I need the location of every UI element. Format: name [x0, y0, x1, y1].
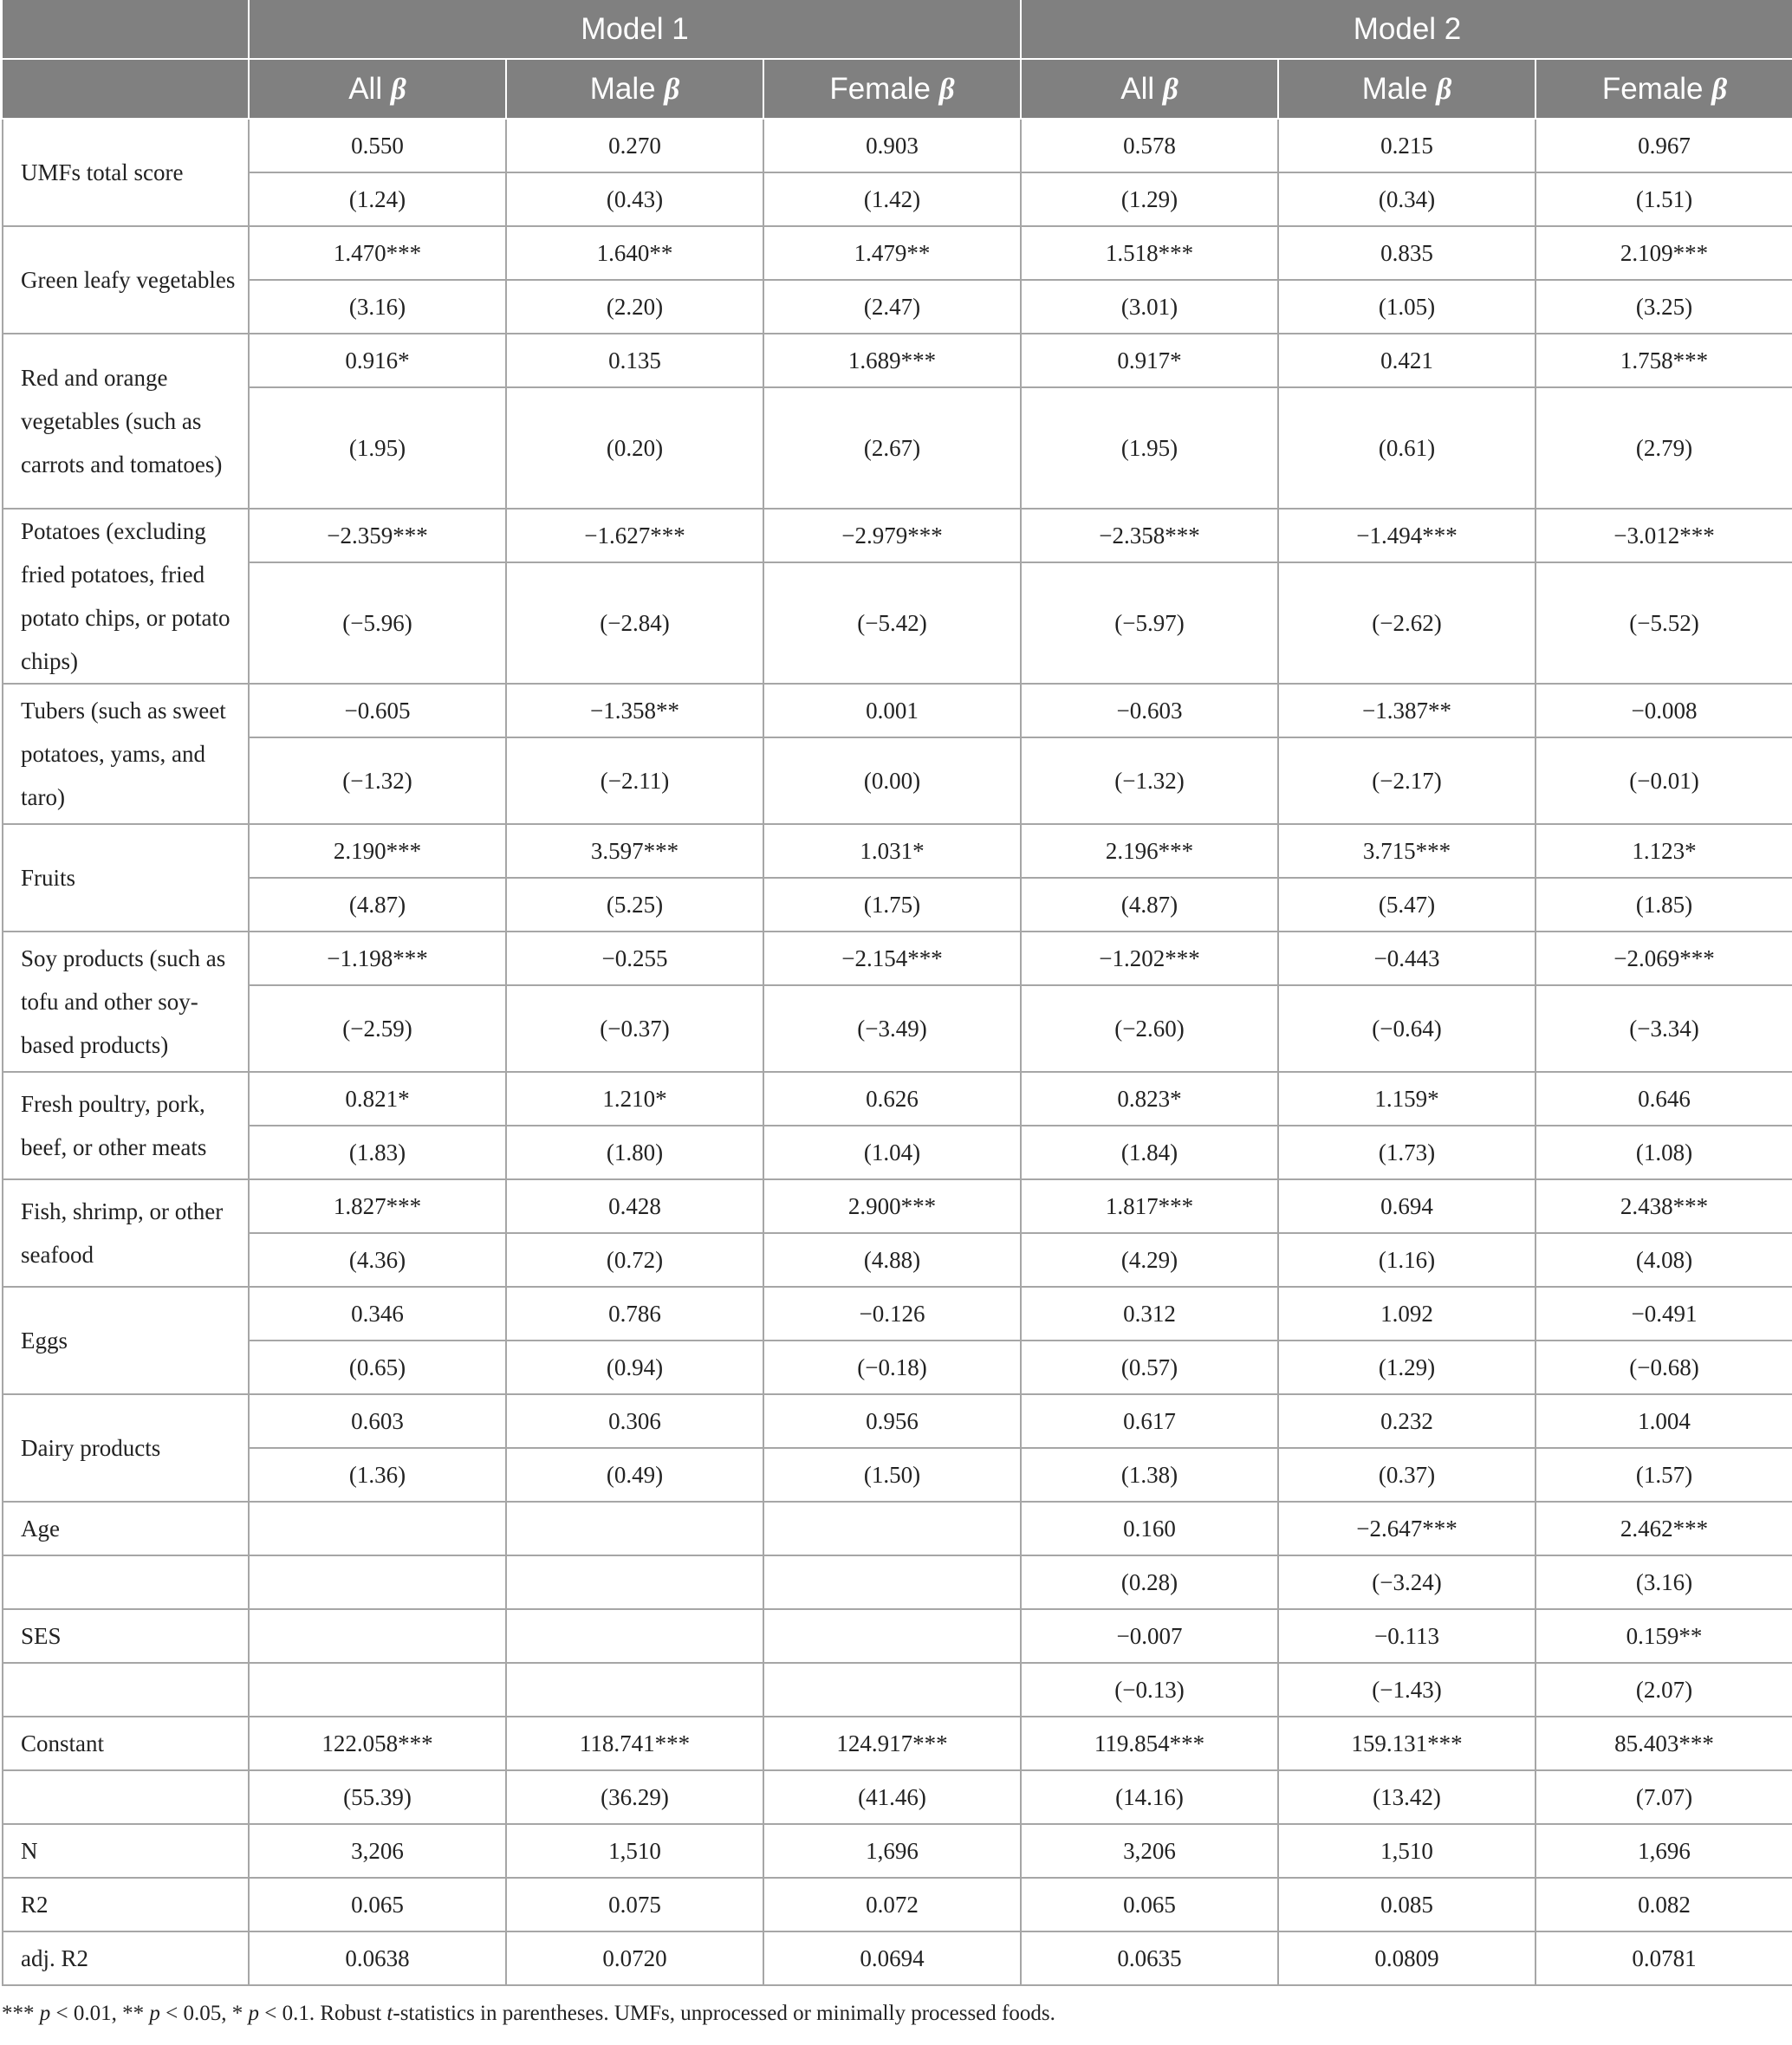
row-label-fish-shrimp-or-other-seafood: Fish, shrimp, or other seafood	[3, 1179, 249, 1287]
estimate-cell	[506, 1502, 763, 1555]
row-label-fresh-poultry-pork-beef-or-oth: Fresh poultry, pork, beef, or other meats	[3, 1072, 249, 1179]
footnote-sig2: **	[122, 2002, 145, 2025]
estimate-cell: −0.008	[1536, 684, 1792, 737]
tstat-cell: (−0.64)	[1278, 985, 1536, 1072]
estimate-cell: 0.428	[506, 1179, 763, 1233]
stat-cell: 0.082	[1536, 1878, 1792, 1931]
subgroup-label: All	[1120, 71, 1155, 106]
footnote-p3: p	[248, 2002, 259, 2025]
footnote-rest: -statistics in parentheses. UMFs, unprocessed or minimally processed foods.	[393, 2002, 1055, 2025]
table-row-tstat	[3, 1448, 1792, 1502]
subgroup-label: Male	[1361, 71, 1428, 106]
tstat-cell: (−2.62)	[1278, 562, 1536, 684]
estimate-cell: −2.069***	[1536, 932, 1792, 985]
beta-symbol: β	[938, 71, 955, 106]
estimate-cell: 1.689***	[763, 334, 1021, 387]
beta-symbol: β	[1436, 71, 1452, 106]
table-row	[3, 119, 1792, 172]
tstat-cell: (4.08)	[1536, 1233, 1792, 1287]
row-label-empty	[3, 1555, 249, 1609]
table-row-tstat	[3, 172, 1792, 226]
subgroup-label: Female	[1601, 71, 1704, 106]
table-row-tstat	[3, 387, 1792, 509]
tstat-cell: (2.20)	[506, 280, 763, 334]
regression-table	[2, 0, 1792, 1986]
estimate-cell	[249, 1609, 506, 1663]
estimate-cell: −2.358***	[1021, 509, 1278, 562]
estimate-cell: 0.903	[763, 119, 1021, 172]
tstat-cell: (1.29)	[1278, 1341, 1536, 1394]
tstat-cell: (−3.34)	[1536, 985, 1792, 1072]
estimate-cell: 1.123*	[1536, 824, 1792, 878]
stat-cell: 3,206	[1021, 1824, 1278, 1878]
estimate-cell: 124.917***	[763, 1717, 1021, 1770]
tstat-cell: (−3.49)	[763, 985, 1021, 1072]
tstat-cell: (2.79)	[1536, 387, 1792, 509]
table-row-tstat	[3, 280, 1792, 334]
estimate-cell: 0.821*	[249, 1072, 506, 1126]
tstat-cell: (1.83)	[249, 1126, 506, 1179]
table-row-tstat	[3, 1126, 1792, 1179]
estimate-cell: −0.126	[763, 1287, 1021, 1341]
tstat-cell: (14.16)	[1021, 1770, 1278, 1824]
table-row-tstat	[3, 737, 1792, 824]
subgroup-header-m1-male	[506, 59, 763, 119]
estimate-cell: 1.758***	[1536, 334, 1792, 387]
estimate-cell: 0.578	[1021, 119, 1278, 172]
row-label-constant: Constant	[3, 1717, 249, 1770]
tstat-cell: (0.49)	[506, 1448, 763, 1502]
tstat-cell: (−2.17)	[1278, 737, 1536, 824]
estimate-cell: −1.202***	[1021, 932, 1278, 985]
stats-row	[3, 1931, 1792, 1985]
stat-cell: 0.065	[249, 1878, 506, 1931]
estimate-cell: −1.627***	[506, 509, 763, 562]
estimate-cell: 2.462***	[1536, 1502, 1792, 1555]
subgroup-header-row	[3, 59, 1792, 119]
tstat-cell	[506, 1663, 763, 1717]
tstat-cell: (0.20)	[506, 387, 763, 509]
tstat-cell: (−1.32)	[1021, 737, 1278, 824]
estimate-cell: 3.597***	[506, 824, 763, 878]
tstat-cell: (1.04)	[763, 1126, 1021, 1179]
tstat-cell: (−3.24)	[1278, 1555, 1536, 1609]
stat-cell: 0.0809	[1278, 1931, 1536, 1985]
tstat-cell	[249, 1663, 506, 1717]
tstat-cell: (1.75)	[763, 878, 1021, 932]
stat-label: R2	[3, 1878, 249, 1931]
footnote-cut1: < 0.01,	[50, 2002, 123, 2025]
estimate-cell: −2.154***	[763, 932, 1021, 985]
estimate-cell: 0.916*	[249, 334, 506, 387]
stat-cell: 0.085	[1278, 1878, 1536, 1931]
tstat-cell: (36.29)	[506, 1770, 763, 1824]
tstat-cell	[249, 1555, 506, 1609]
tstat-cell: (1.38)	[1021, 1448, 1278, 1502]
subgroup-header-m2-male	[1278, 59, 1536, 119]
beta-symbol: β	[1711, 71, 1728, 106]
subgroup-label: Male	[589, 71, 656, 106]
tstat-cell: (2.47)	[763, 280, 1021, 334]
table-row-tstat	[3, 1663, 1792, 1717]
estimate-cell: −0.007	[1021, 1609, 1278, 1663]
model-1-header: Model 1	[249, 0, 1021, 59]
estimate-cell: 1.092	[1278, 1287, 1536, 1341]
tstat-cell: (−0.18)	[763, 1341, 1021, 1394]
subgroup-label: All	[348, 71, 383, 106]
tstat-cell: (0.72)	[506, 1233, 763, 1287]
tstat-cell: (0.37)	[1278, 1448, 1536, 1502]
row-label-red-and-orange-vegetables-such: Red and orange vegetables (such as carrots and tomatoes)	[3, 334, 249, 509]
estimate-cell: 122.058***	[249, 1717, 506, 1770]
tstat-cell: (0.94)	[506, 1341, 763, 1394]
estimate-cell: −2.979***	[763, 509, 1021, 562]
footnote-cut2: < 0.05,	[159, 2002, 232, 2025]
tstat-cell: (0.61)	[1278, 387, 1536, 509]
tstat-cell: (0.34)	[1278, 172, 1536, 226]
tstat-cell: (1.16)	[1278, 1233, 1536, 1287]
tstat-cell: (4.87)	[1021, 878, 1278, 932]
row-label-dairy-products: Dairy products	[3, 1394, 249, 1502]
tstat-cell: (1.95)	[1021, 387, 1278, 509]
estimate-cell: −1.198***	[249, 932, 506, 985]
tstat-cell: (−5.96)	[249, 562, 506, 684]
tstat-cell: (3.16)	[1536, 1555, 1792, 1609]
tstat-cell: (1.95)	[249, 387, 506, 509]
estimate-cell: 0.967	[1536, 119, 1792, 172]
estimate-cell: 0.160	[1021, 1502, 1278, 1555]
stat-cell: 1,510	[1278, 1824, 1536, 1878]
subgroup-header-m2-female	[1536, 59, 1792, 119]
estimate-cell: 159.131***	[1278, 1717, 1536, 1770]
table-row	[3, 1502, 1792, 1555]
estimate-cell: 1.518***	[1021, 226, 1278, 280]
row-label-potatoes-excluding-fried-potat: Potatoes (excluding fried potatoes, fried potato chips, or potato chips)	[3, 509, 249, 684]
estimate-cell: −0.605	[249, 684, 506, 737]
row-label-age: Age	[3, 1502, 249, 1555]
estimate-cell: −1.387**	[1278, 684, 1536, 737]
tstat-cell: (−2.60)	[1021, 985, 1278, 1072]
row-label-tubers-such-as-sweet-potatoes-: Tubers (such as sweet potatoes, yams, and taro)	[3, 684, 249, 824]
tstat-cell: (1.73)	[1278, 1126, 1536, 1179]
estimate-cell: 118.741***	[506, 1717, 763, 1770]
estimate-cell: 2.900***	[763, 1179, 1021, 1233]
tstat-cell: (1.84)	[1021, 1126, 1278, 1179]
table-row-tstat	[3, 1233, 1792, 1287]
tstat-cell: (0.00)	[763, 737, 1021, 824]
tstat-cell: (7.07)	[1536, 1770, 1792, 1824]
tstat-cell: (5.47)	[1278, 878, 1536, 932]
tstat-cell: (4.88)	[763, 1233, 1021, 1287]
estimate-cell: −1.494***	[1278, 509, 1536, 562]
table-row	[3, 1287, 1792, 1341]
estimate-cell: 0.232	[1278, 1394, 1536, 1448]
stat-cell: 1,696	[763, 1824, 1021, 1878]
tstat-cell: (3.01)	[1021, 280, 1278, 334]
tstat-cell: (4.87)	[249, 878, 506, 932]
estimate-cell: 1.031*	[763, 824, 1021, 878]
tstat-cell: (−2.84)	[506, 562, 763, 684]
estimate-cell: 0.603	[249, 1394, 506, 1448]
table-row-tstat	[3, 878, 1792, 932]
row-label-green-leafy-vegetables: Green leafy vegetables	[3, 226, 249, 334]
estimate-cell: 85.403***	[1536, 1717, 1792, 1770]
estimate-cell: −0.603	[1021, 684, 1278, 737]
table-row-tstat	[3, 1770, 1792, 1824]
estimate-cell	[763, 1609, 1021, 1663]
row-label-fruits: Fruits	[3, 824, 249, 932]
stats-row	[3, 1824, 1792, 1878]
table-row	[3, 932, 1792, 985]
estimate-cell: −1.358**	[506, 684, 763, 737]
stat-label: adj. R2	[3, 1931, 249, 1985]
tstat-cell: (−0.37)	[506, 985, 763, 1072]
estimate-cell: 0.001	[763, 684, 1021, 737]
stat-cell: 0.0638	[249, 1931, 506, 1985]
estimate-cell: −3.012***	[1536, 509, 1792, 562]
estimate-cell: 0.956	[763, 1394, 1021, 1448]
table-row	[3, 1072, 1792, 1126]
footnote-sig3: *	[231, 2002, 243, 2025]
tstat-cell: (1.36)	[249, 1448, 506, 1502]
tstat-cell: (55.39)	[249, 1770, 506, 1824]
tstat-cell: (−5.52)	[1536, 562, 1792, 684]
table-row	[3, 334, 1792, 387]
estimate-cell: 1.827***	[249, 1179, 506, 1233]
estimate-cell: −2.647***	[1278, 1502, 1536, 1555]
row-label-ses: SES	[3, 1609, 249, 1663]
tstat-cell: (−0.68)	[1536, 1341, 1792, 1394]
table-row	[3, 824, 1792, 878]
tstat-cell	[506, 1555, 763, 1609]
table-row	[3, 1179, 1792, 1233]
table-row	[3, 226, 1792, 280]
stat-cell: 0.0635	[1021, 1931, 1278, 1985]
tstat-cell: (1.51)	[1536, 172, 1792, 226]
tstat-cell: (−1.43)	[1278, 1663, 1536, 1717]
model-2-header: Model 2	[1021, 0, 1792, 59]
tstat-cell	[763, 1663, 1021, 1717]
estimate-cell: 0.159**	[1536, 1609, 1792, 1663]
tstat-cell: (0.65)	[249, 1341, 506, 1394]
tstat-cell: (1.29)	[1021, 172, 1278, 226]
subgroup-header-m2-all	[1021, 59, 1278, 119]
row-label-empty	[3, 1770, 249, 1824]
tstat-cell: (4.29)	[1021, 1233, 1278, 1287]
tstat-cell: (4.36)	[249, 1233, 506, 1287]
stat-cell: 0.075	[506, 1878, 763, 1931]
stat-cell: 0.072	[763, 1878, 1021, 1931]
estimate-cell: 0.626	[763, 1072, 1021, 1126]
tstat-cell: (2.07)	[1536, 1663, 1792, 1717]
estimate-cell: 0.135	[506, 334, 763, 387]
table-footnote	[2, 2002, 1055, 2026]
estimate-cell: 0.306	[506, 1394, 763, 1448]
estimate-cell: 0.215	[1278, 119, 1536, 172]
stat-cell: 3,206	[249, 1824, 506, 1878]
tstat-cell	[763, 1555, 1021, 1609]
beta-symbol: β	[1162, 71, 1178, 106]
estimate-cell	[763, 1502, 1021, 1555]
tstat-cell: (−5.42)	[763, 562, 1021, 684]
header-blank-cell	[3, 59, 249, 119]
tstat-cell: (2.67)	[763, 387, 1021, 509]
tstat-cell: (−5.97)	[1021, 562, 1278, 684]
tstat-cell: (0.57)	[1021, 1341, 1278, 1394]
stat-cell: 1,510	[506, 1824, 763, 1878]
tstat-cell: (1.57)	[1536, 1448, 1792, 1502]
tstat-cell: (0.28)	[1021, 1555, 1278, 1609]
tstat-cell: (1.08)	[1536, 1126, 1792, 1179]
tstat-cell: (3.16)	[249, 280, 506, 334]
estimate-cell: 0.346	[249, 1287, 506, 1341]
table-row	[3, 1717, 1792, 1770]
row-label-eggs: Eggs	[3, 1287, 249, 1394]
estimate-cell: 3.715***	[1278, 824, 1536, 878]
model-header-row	[3, 0, 1792, 59]
estimate-cell: 0.835	[1278, 226, 1536, 280]
tstat-cell: (0.43)	[506, 172, 763, 226]
estimate-cell: 0.550	[249, 119, 506, 172]
row-label-soy-products-such-as-tofu-and-: Soy products (such as tofu and other soy-based products)	[3, 932, 249, 1072]
estimate-cell: 1.479**	[763, 226, 1021, 280]
estimate-cell: 0.617	[1021, 1394, 1278, 1448]
estimate-cell: 1.210*	[506, 1072, 763, 1126]
estimate-cell: 0.786	[506, 1287, 763, 1341]
footnote-t-letter: t	[386, 2002, 393, 2025]
estimate-cell: 1.817***	[1021, 1179, 1278, 1233]
estimate-cell: 0.917*	[1021, 334, 1278, 387]
estimate-cell: 1.159*	[1278, 1072, 1536, 1126]
estimate-cell: −0.443	[1278, 932, 1536, 985]
estimate-cell: −0.255	[506, 932, 763, 985]
beta-symbol: β	[664, 71, 680, 106]
estimate-cell: 2.438***	[1536, 1179, 1792, 1233]
estimate-cell: 119.854***	[1021, 1717, 1278, 1770]
tstat-cell: (1.42)	[763, 172, 1021, 226]
table-row-tstat	[3, 985, 1792, 1072]
tstat-cell: (−0.13)	[1021, 1663, 1278, 1717]
stat-cell: 1,696	[1536, 1824, 1792, 1878]
tstat-cell: (−1.32)	[249, 737, 506, 824]
table-row	[3, 1394, 1792, 1448]
stat-cell: 0.0720	[506, 1931, 763, 1985]
estimate-cell: 0.694	[1278, 1179, 1536, 1233]
estimate-cell: 1.470***	[249, 226, 506, 280]
estimate-cell: 0.823*	[1021, 1072, 1278, 1126]
estimate-cell: 2.109***	[1536, 226, 1792, 280]
tstat-cell: (−2.11)	[506, 737, 763, 824]
stat-cell: 0.0781	[1536, 1931, 1792, 1985]
table-row-tstat	[3, 562, 1792, 684]
estimate-cell	[506, 1609, 763, 1663]
row-label-umfs-total-score: UMFs total score	[3, 119, 249, 226]
table-row	[3, 509, 1792, 562]
stat-cell: 0.0694	[763, 1931, 1021, 1985]
estimate-cell: 0.646	[1536, 1072, 1792, 1126]
estimate-cell: 2.190***	[249, 824, 506, 878]
footnote-sig1: ***	[2, 2002, 35, 2025]
table-row-tstat	[3, 1341, 1792, 1394]
estimate-cell: −2.359***	[249, 509, 506, 562]
estimate-cell: −0.113	[1278, 1609, 1536, 1663]
tstat-cell: (−2.59)	[249, 985, 506, 1072]
tstat-cell: (1.05)	[1278, 280, 1536, 334]
beta-symbol: β	[390, 71, 406, 106]
footnote-cut3: < 0.1. Robust	[258, 2002, 387, 2025]
tstat-cell: (3.25)	[1536, 280, 1792, 334]
footnote-p1: p	[39, 2002, 51, 2025]
table-row-tstat	[3, 1555, 1792, 1609]
table-header	[3, 0, 1792, 119]
tstat-cell: (5.25)	[506, 878, 763, 932]
tstat-cell: (1.85)	[1536, 878, 1792, 932]
row-label-empty	[3, 1663, 249, 1717]
estimate-cell: 1.004	[1536, 1394, 1792, 1448]
tstat-cell: (41.46)	[763, 1770, 1021, 1824]
tstat-cell: (1.80)	[506, 1126, 763, 1179]
estimate-cell: 0.270	[506, 119, 763, 172]
estimate-cell: 0.421	[1278, 334, 1536, 387]
stat-cell: 0.065	[1021, 1878, 1278, 1931]
estimate-cell	[249, 1502, 506, 1555]
tstat-cell: (13.42)	[1278, 1770, 1536, 1824]
subgroup-label: Female	[829, 71, 932, 106]
stat-label: N	[3, 1824, 249, 1878]
tstat-cell: (−0.01)	[1536, 737, 1792, 824]
estimate-cell: 1.640**	[506, 226, 763, 280]
stats-row	[3, 1878, 1792, 1931]
estimate-cell: 0.312	[1021, 1287, 1278, 1341]
subgroup-header-m1-female	[763, 59, 1021, 119]
table-row	[3, 684, 1792, 737]
estimate-cell: −0.491	[1536, 1287, 1792, 1341]
tstat-cell: (1.24)	[249, 172, 506, 226]
header-blank-cell	[3, 0, 249, 59]
table-row	[3, 1609, 1792, 1663]
estimate-cell: 2.196***	[1021, 824, 1278, 878]
table-body	[3, 119, 1792, 1985]
tstat-cell: (1.50)	[763, 1448, 1021, 1502]
footnote-p2: p	[149, 2002, 160, 2025]
subgroup-header-m1-all	[249, 59, 506, 119]
